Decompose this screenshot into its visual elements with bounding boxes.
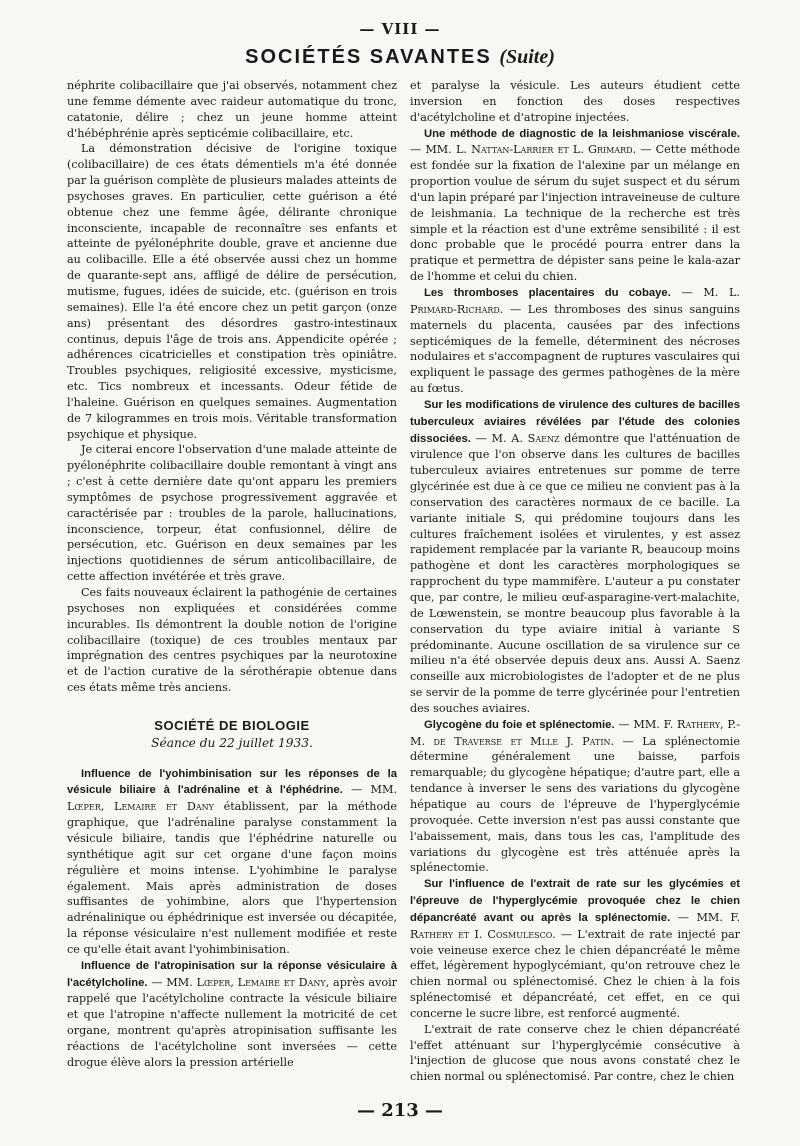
paragraph: et paralyse la vésicule. Les auteurs étudient cette inversion en fonction des doses respectives d'acétylcholine et d'atropine injectées. [410, 79, 740, 124]
session-date: Séance du 22 juillet 1933. [151, 735, 313, 750]
left-column [67, 78, 397, 1071]
separator: — M. A. [470, 431, 528, 445]
separator: — MM. [614, 717, 664, 731]
abstract-body: établissent, par la méthode graphique, que l'adrénaline paralyse constamment la vésicule biliaire, tandis que l'éphédrine naturelle ou synthétique agit sur cet organe d'une façon moins régulière et moins intense. L'yohimbine le paralyse également. Mais après administration de doses suffisantes de yohimbine, alors que l'hypertension adrénalinique ou éphédrinique est inversée ou décapitée, la réponse vésiculaire n'est nullement modifiée et reste ce qu'elle était avant l'yohimbinisation. [67, 800, 397, 956]
separator: — MM. [670, 910, 731, 924]
abstract-authors: L. Nattan-Larrier et L. Grimard [455, 143, 633, 157]
right-column [410, 78, 740, 1085]
abstract-body: . — Les thromboses des sinus sanguins maternels du placenta, causées par des infections septicémiques de la femelle, déterminent des nécroses nodulaires et s'accompagnent de ruptures vasculaires qui expliquent le passage des germes pathogènes de la mère au fœtus. [410, 302, 740, 396]
society-title: SOCIÉTÉ DE BIOLOGIE [154, 717, 310, 733]
paragraph: Je citerai encore l'observation d'une malade atteinte de pyélonéphrite colibacillaire double remontant à vingt ans ; c'est à cette dernière date qu'ont apparu les premiers symptômes de psychose progressivement aggravée et caractérisée par : troubles de la parole, hallucinations, inconscience, torpeur, état confusionnel, délire de persécution, etc. Guérison en deux semaines par les injections quotidiennes de sérum anticolibacillaire, de cette affection invétérée et très grave. [67, 443, 397, 584]
separator: — MM. [147, 975, 197, 989]
abstract-authors: F. Rathery et I. Cosmulesco [410, 910, 740, 941]
abstract-title: Glycogène du foie et splénectomie. [424, 718, 615, 731]
abstract-body: . — La splénectomie détermine généralement une baisse, parfois remarquable; du glycogène hépatique; d'autre part, elle a tendance à inverser le sens des variations du glycogène hépatique au cours de l'épreuve de l'hyperglycémie provoquée. Cette inversion n'est pas aussi constante que l'abaissement, mais, dans tous les cas, l'amplitude des variations du glycogène est très atténuée après la splénectomie. [410, 734, 741, 875]
abstract-atropinisation [67, 958, 397, 1071]
abstract-leishmaniose [410, 126, 740, 285]
page-number-roman: — VIII — [359, 20, 441, 38]
running-title [0, 46, 800, 69]
paragraph: La démonstration décisive de l'origine toxique (colibacillaire) de ces états démentiels m'a été donnée par la guérison complète de plusieurs malades atteints de psychoses graves. En particulier, cette guérison a été obtenue chez une femme âgée, délirante chronique inconsciente, incapable de reconnaître ses enfants et atteinte de pyélonéphrite double, grave et ancienne due au colibacille. Elle a été observée aussi chez un homme de quarante-sept ans, affligé de délire de persécution, mutisme, fugues, idées de suicide, etc. (guérison en trois semaines). Elle l'a été encore chez un petit garçon (onze ans) présentant des désordres gastro-intestinaux continus, depuis l'âge de trois ans. Appendicite opérée ; adhérences cicatricielles et constipation très opiniâtre. Troubles psychiques, religiosité excessive, mysticisme, etc. Tics nombreux et incessants. Odeur fétide de l'haleine. Guérison en quelques semaines. Augmentation de 7 kilogrammes en trois mois. Véritable transformation psychique et physique. [67, 142, 397, 441]
separator: — MM. [410, 143, 456, 157]
running-title-suite: (Suite) [499, 46, 555, 68]
abstract-authors: Lœper, Lemaire et Dany [67, 800, 214, 814]
abstract-extrait-de-rate [410, 876, 740, 1022]
abstract-yohimbinisation [67, 766, 397, 958]
abstract-bacilles-aviaires [410, 397, 740, 717]
paragraph: L'extrait de rate conserve chez le chien dépancréaté l'effet atténuant sur l'hyperglycémie consécutive à l'injection de glucose que nous avons constaté chez le chien normal ou splénectomisé. Par contre, chez le chien [410, 1022, 740, 1084]
abstract-body: , après avoir rappelé que l'acétylcholine contracte la vésicule biliaire et que l'atropine n'affecte nullement la motricité de cet organe, montrent qu'après atropinisation suffisante les réactions de l'acétylcholine sont inversées — cette drogue élève alors la pression artérielle [67, 975, 397, 1069]
abstract-body: démontre que l'atténuation de virulence que l'on observe dans les cultures de bacilles tuberculeux aviaires entretenues sur pomme de terre glycérinée est due à ce que ce milieu ne convient pas à la conservation des caractères normaux de ce bacille. La variante initiale S, qui prédomine toujours dans les cultures fraîchement isolées et virulentes, y est assez rapidement remplacée par la variante R, beaucoup moins pathogène et dont les caractères morphologiques se rapprochent du type mammifère. L'auteur a pu constater que, par contre, le milieu œuf-asparagine-vert-malachite, de Lœwenstein, se montre beaucoup plus favorable à la conservation du type aviaire initial à variante S prédominante. Aucune oscillation de sa virulence sur ce milieu n'a été observée depuis deux ans. Aussi A. Saenz conseille aux microbiologistes de l'adopter et de ne plus se servir de la pomme de terre glycérinée pour l'entretien des souches aviaires. [410, 431, 740, 715]
separator: — MM. [342, 783, 397, 797]
abstract-authors: F. Rathery, P.-M. de Traverse et Mlle J. Patin [410, 717, 740, 748]
abstract-title: Influence de l'yohimbinisation sur les réponses de la vésicule biliaire à l'adrénaline et à l'éphédrine. [67, 767, 397, 797]
separator: — M. [670, 285, 730, 299]
running-title-main: SOCIÉTÉS SAVANTES [245, 46, 492, 68]
abstract-title: Une méthode de diagnostic de la leishmaniose viscérale. [424, 127, 740, 140]
paragraph: Ces faits nouveaux éclairent la pathogénie de certaines psychoses non expliquées et considérées comme incurables. Ils démontrent la double notion de l'origine colibacillaire (toxique) de ces troubles mentaux par imprégnation des centres psychiques par la neurotoxine et de l'action curative de la sérothérapie obtenue dans ces états même très anciens. [67, 586, 397, 695]
abstract-title: Les thromboses placentaires du cobaye. [424, 286, 671, 299]
abstract-authors: Saenz [527, 431, 560, 445]
abstract-body: . — L'extrait de rate injecté par voie veineuse exerce chez le chien dépancréaté le même effet, légèrement hypoglycémiant, qu'on retrouve chez le chien normal ou splénectomisé. Chez le chien à la fois splénectomisé et dépancréaté, cet effet, en ce qui concerne le sucre libre, est renforcé augmenté. [410, 927, 740, 1020]
abstract-title: Sur les modifications de virulence des cultures de bacilles tuberculeux aviaires révélées par l'étude des colonies dissociées. [410, 398, 740, 445]
paragraph: néphrite colibacillaire que j'ai observés, notamment chez une femme démente avec raideur automatique du tronc, catatonie, délire ; chez un jeune homme atteint d'hébéphrénie après septicémie colibacillaire, etc. [67, 79, 397, 140]
abstract-title: Influence de l'atropinisation sur la réponse vésiculaire à l'acétylcholine. [67, 959, 397, 989]
abstract-authors: L. Primard-Richard [410, 285, 741, 316]
abstract-body: . — Cette méthode est fondée sur la fixation de l'alexine par un mélange en proportion voulue de sérum du sujet suspect et du sérum d'un lapin préparé par l'injection intraveineuse de culture de leishmania. La technique de la recherche est très simple et la réaction est d'une extrême sensibilité : il est donc probable que le procédé pourra entrer dans la pratique et permettra de dépister sans peine le kala-azar de l'homme et celui du chien. [410, 143, 740, 284]
abstract-authors: Lœper, Lemaire et Dany [196, 975, 326, 989]
page-number: — 213 — [356, 1100, 444, 1121]
abstract-thromboses [410, 285, 740, 397]
abstract-title: Sur l'influence de l'extrait de rate sur les glycémies et l'épreuve de l'hyperglycémie provoquée chez le chien dépancréaté avant ou après la splénectomie. [410, 878, 740, 924]
abstract-glycogene [410, 717, 740, 876]
